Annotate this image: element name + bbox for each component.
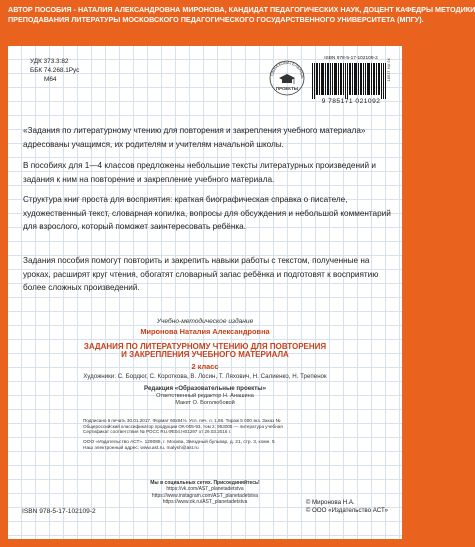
print-info <box>83 418 383 435</box>
side-code: 18937 НА 5К <box>386 58 391 82</box>
book-title <box>8 343 402 360</box>
logo-arc-text: ОБРАЗОВАТЕЛЬНЫЕ <box>269 59 306 79</box>
print-line-2: Общероссийский классификатор продукции ОК-005-93, том 2; 953005 — литература учебная <box>83 423 283 429</box>
paragraph-1: «Задания по литературному чтению для повторения и закрепления учебного материала» адресованы учащимся, их родителям и учителям начальной школы. <box>23 126 366 149</box>
author-header <box>0 0 475 46</box>
logo-bottom-text: ПРОЕКТЫ <box>275 86 299 91</box>
edition-type: Учебно-методическое издание <box>156 318 254 325</box>
header-line-1: АВТОР ПОСОБИЯ - НАТАЛИЯ АЛЕКСАНДРОВНА МИРОНОВА, КАНДИДАТ ПЕДАГОГИЧЕСКИХ НАУК, ДОЦЕНТ КАФЕДРЫ МЕТОДИКИ <box>8 5 475 14</box>
barcode-bars <box>312 63 386 99</box>
publisher-info <box>83 440 383 452</box>
barcode-number: 9 785171 021092 <box>321 98 381 105</box>
print-line-3: Сертификат соответствия № РОСС RU.ФЕ04.Н01297 от 29.03.2016 г. <box>83 429 232 435</box>
social-link-vk[interactable]: https://vk.com/AST_planetadetstva <box>166 486 244 493</box>
copyright-author: © Миронова Н.А. <box>305 499 355 506</box>
editor-credit: Ответственный редактор Н. Анашина <box>156 393 254 399</box>
author-mark: М64 <box>44 75 57 83</box>
paragraph-4: Задания пособия помогут повторить и закрепить навыки работы с текстом, полученные на уроках, расширят круг чтения, обогатят словарный запас ребёнка и подготовят к восприятию более сложных произведений. <box>23 256 379 293</box>
graduation-cap-icon <box>279 74 295 84</box>
publisher-line-1: ООО «Издательство АСТ». 129085, г. Москва, Звездный бульвар, д. 21, стр. 3, комн. 5 <box>83 440 275 445</box>
bbk-code: ББК 74.268.1Рус <box>30 66 80 74</box>
copyright <box>306 499 388 516</box>
book-title-line-2: И ЗАКРЕПЛЕНИЯ УЧЕБНОГО МАТЕРИАЛА <box>121 350 289 360</box>
barcode-isbn: ISBN 978-5-17-102109-2 <box>324 56 378 61</box>
header-line-2: ПРЕПОДАВАНИЯ ЛИТЕРАТУРЫ МОСКОВСКОГО ПЕДАГОГИЧЕСКОГО ГОСУДАРСТВЕННОГО УНИВЕРСИТЕТА (МПГУ). <box>8 14 424 24</box>
barcode <box>308 56 394 108</box>
editorial-credits <box>8 393 402 407</box>
social-link-instagram[interactable]: https://www.instagram.com/AST_planetadetstva <box>151 492 259 499</box>
udk-code: УДК 373.3:82 <box>30 58 69 65</box>
publisher-logo <box>268 56 306 104</box>
social-heading: Мы в социальных сетях. Присоединяйтесь! <box>150 480 260 486</box>
illustrators: Художники: С. Бордюг, С. Короткова, В. Лосин, Т. Ляхович, Н. Салиенко, Н. Трепенок <box>83 373 327 380</box>
print-line-1: Подписано в печать 30.01.2017. Формат 60х84⅛. Усл. печ. л. 1,86. Тираж 5 000 экз. Заказ № <box>83 418 281 423</box>
back-cover-page <box>8 46 402 539</box>
publisher-line-2: Наш электронный адрес: www.ast.ru, malysh@ast.ru <box>83 446 199 452</box>
redaction: Редакция «Образовательные проекты» <box>143 385 267 392</box>
author-name: Миронова Наталия Александровна <box>140 327 270 336</box>
paragraph-3: Структура книг проста для восприятия: краткая биографическая справка о писателе, художественный текст, словарная копилка, вопросы для обсуждения и небольшой комментарий для взрослого, который поможет заинтересовать ребёнка. <box>23 195 391 232</box>
paragraph-2: В пособиях для 1—4 классов предложены небольшие тексты литературных произведений и задания к ним на повторение и закрепление учебного материала. <box>23 161 376 184</box>
book-title-line-1: ЗАДАНИЯ ПО ЛИТЕРАТУРНОМУ ЧТЕНИЮ ДЛЯ ПОВТОРЕНИЯ <box>83 342 327 351</box>
catalog-codes <box>30 58 79 85</box>
copyright-publisher: © ООО «Издательство АСТ» <box>305 507 388 515</box>
isbn: ISBN 978-5-17-102109-2 <box>22 508 96 515</box>
social-link-ok[interactable]: https://www.ok.ru/AST_planetadetstva <box>162 498 248 505</box>
layout-credit: Макет О. Боголюбовой <box>175 399 235 406</box>
grade-label: 2 класс <box>191 362 219 371</box>
